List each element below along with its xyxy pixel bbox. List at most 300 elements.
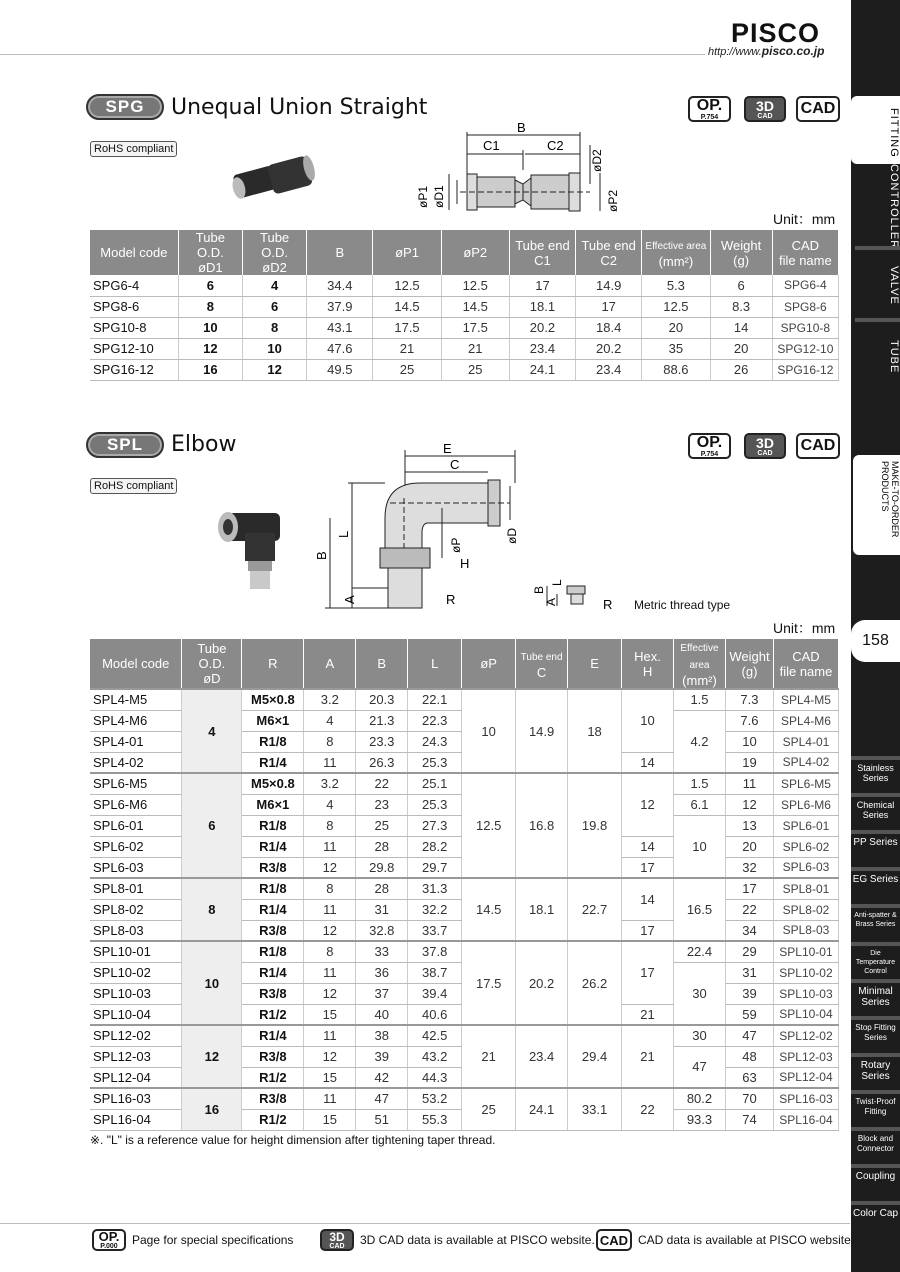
table-cell: 12 [304, 857, 356, 878]
table-cell: SPG6-4 [90, 275, 178, 296]
table-cell: 25 [356, 815, 408, 836]
spg-dim-d2: øD2 [590, 149, 604, 172]
table-cell: 33 [356, 941, 408, 962]
table-cell: 8 [304, 815, 356, 836]
table-cell: 11 [304, 1088, 356, 1109]
table-cell: SPL12-03 [773, 1046, 838, 1067]
table-cell: 29.4 [568, 1025, 622, 1088]
table-cell: 12.5 [642, 296, 710, 317]
series-chemical[interactable]: Chemical Series [851, 793, 900, 820]
table-cell: SPL10-02 [90, 962, 182, 983]
table-cell: SPL6-M5 [90, 773, 182, 794]
table-cell: SPL4-01 [773, 731, 838, 752]
tab-tube[interactable]: TUBE [855, 318, 900, 386]
table-cell: 6 [178, 275, 242, 296]
spg-cad-icon[interactable]: CAD [796, 96, 840, 122]
table-row [90, 941, 839, 962]
table-cell: 6.1 [674, 794, 726, 815]
spl-dim-p: øP [449, 537, 463, 553]
table-cell: 20.3 [356, 689, 408, 710]
table-cell: 36 [356, 962, 408, 983]
spl-op-icon[interactable]: OP. P.754 [688, 433, 731, 459]
table-cell: 21 [462, 1025, 516, 1088]
table-cell: SPL8-01 [773, 878, 838, 899]
col-effective-area: Effective area (mm²) [674, 639, 726, 689]
table-cell: SPL6-02 [90, 836, 182, 857]
table-cell: 19 [725, 752, 773, 773]
table-cell: SPL16-04 [773, 1109, 838, 1130]
tab-valve[interactable]: VALVE [855, 246, 900, 314]
spg-3d-cad-icon[interactable]: 3D CAD [744, 96, 786, 122]
table-cell: 34.4 [307, 275, 373, 296]
table-cell: 3.2 [304, 773, 356, 794]
spg-dim-p2: øP2 [606, 189, 620, 212]
table-cell: SPL4-02 [773, 752, 838, 773]
table-cell: 37.9 [307, 296, 373, 317]
table-cell: SPL16-04 [90, 1109, 182, 1130]
table-cell: R1/8 [242, 878, 304, 899]
table-cell: SPL10-04 [90, 1004, 182, 1025]
table-cell: SPL6-02 [773, 836, 838, 857]
table-cell: SPL12-02 [90, 1025, 182, 1046]
table-cell: SPL10-04 [773, 1004, 838, 1025]
table-cell: 11 [304, 899, 356, 920]
table-cell: 24.3 [408, 731, 462, 752]
table-cell: SPG16-12 [772, 359, 838, 380]
table-cell: SPL8-02 [773, 899, 838, 920]
table-cell: SPL6-03 [773, 857, 838, 878]
table-cell: 12 [304, 920, 356, 941]
spl-3d-cad-icon[interactable]: 3D CAD [744, 433, 786, 459]
table-cell: 17 [622, 857, 674, 878]
table-cell: SPL12-04 [90, 1067, 182, 1088]
table-row [90, 359, 839, 380]
spl-metric-dim-a: A [544, 597, 558, 606]
table-cell: 93.3 [674, 1109, 726, 1130]
url-prefix: http://www. [708, 46, 762, 58]
table-cell: 12.5 [373, 275, 441, 296]
table-cell: 18.4 [576, 317, 642, 338]
table-cell: 12 [622, 773, 674, 836]
table-row [90, 878, 839, 899]
table-cell: R1/4 [242, 836, 304, 857]
table-cell: SPL12-02 [773, 1025, 838, 1046]
table-cell: R3/8 [242, 1046, 304, 1067]
table-cell: 10 [182, 941, 242, 1025]
table-cell: SPL12-04 [773, 1067, 838, 1088]
table-cell: 17 [622, 941, 674, 1004]
table-cell: 11 [304, 1025, 356, 1046]
table-cell: 24.1 [516, 1088, 568, 1130]
spg-unit-label: Unit：mm [773, 211, 836, 227]
table-cell: R3/8 [242, 920, 304, 941]
table-cell: 21 [373, 338, 441, 359]
table-cell: 14 [622, 752, 674, 773]
table-cell: R1/2 [242, 1004, 304, 1025]
col-weight: Weight (g) [710, 230, 772, 275]
table-cell: 15 [304, 1067, 356, 1088]
table-cell: 25.1 [408, 773, 462, 794]
table-cell: 31 [725, 962, 773, 983]
table-cell: 20.2 [576, 338, 642, 359]
spl-title: Elbow [171, 432, 237, 457]
url-domain: pisco.co.jp [761, 44, 825, 58]
col-cad-file: CAD file name [772, 230, 838, 275]
table-cell: SPG12-10 [772, 338, 838, 359]
table-cell: 22.3 [408, 710, 462, 731]
table-cell: 47.6 [307, 338, 373, 359]
table-cell: SPL10-03 [90, 983, 182, 1004]
table-cell: 12 [304, 1046, 356, 1067]
table-cell: 7.6 [725, 710, 773, 731]
table-cell: 18.1 [516, 878, 568, 941]
spl-dim-l: L [336, 530, 351, 538]
spl-dim-c: C [450, 457, 460, 472]
table-cell: 43.2 [408, 1046, 462, 1067]
table-cell: SPG10-8 [90, 317, 178, 338]
spl-metric-dim-l: L [550, 579, 564, 586]
table-cell: 37.8 [408, 941, 462, 962]
col-p1: øP1 [373, 230, 441, 275]
series-minimal[interactable]: Minimal Series [851, 979, 900, 1008]
table-cell: 21.3 [356, 710, 408, 731]
table-cell: 37 [356, 983, 408, 1004]
table-cell: 51 [356, 1109, 408, 1130]
spg-title: Unequal Union Straight [171, 95, 428, 120]
series-block-connector[interactable]: Block and Connector [851, 1127, 900, 1154]
series-stop-fitting[interactable]: Stop Fitting Series [851, 1016, 900, 1043]
spl-rohs-badge: RoHS compliant [90, 478, 177, 494]
series-rotary[interactable]: Rotary Series [851, 1053, 900, 1082]
spl-cad-icon[interactable]: CAD [796, 433, 840, 459]
spg-op-icon[interactable]: OP. P.754 [688, 96, 731, 122]
spl-spec-table [90, 639, 839, 1131]
table-cell: 49.5 [307, 359, 373, 380]
table-cell: 22.7 [568, 878, 622, 941]
table-cell: 33.7 [408, 920, 462, 941]
col-tube-end-c2: Tube end C2 [576, 230, 642, 275]
series-eg[interactable]: EG Series [851, 867, 900, 885]
table-cell: 31 [356, 899, 408, 920]
table-cell: 6 [710, 275, 772, 296]
table-cell: R1/8 [242, 815, 304, 836]
col-l: L [408, 639, 462, 689]
footer-op-legend [92, 1229, 293, 1251]
table-cell: 74 [725, 1109, 773, 1130]
table-cell: 14 [622, 878, 674, 920]
table-cell: 10 [462, 689, 516, 773]
spg-dim-c2: C2 [547, 138, 564, 153]
spg-dim-p1: øP1 [416, 185, 430, 208]
table-cell: 47 [725, 1025, 773, 1046]
table-cell: 6 [182, 773, 242, 878]
table-cell: 23.3 [356, 731, 408, 752]
table-cell: 4 [242, 275, 306, 296]
table-cell: 17 [725, 878, 773, 899]
table-cell: 28.2 [408, 836, 462, 857]
table-cell: 8 [178, 296, 242, 317]
table-cell: SPL4-M6 [773, 710, 838, 731]
spl-metric-thread-diagram [525, 572, 625, 612]
table-cell: SPL8-02 [90, 899, 182, 920]
series-anti-spatter[interactable]: Anti-spatter & Brass Series [851, 904, 900, 929]
table-cell: SPG12-10 [90, 338, 178, 359]
table-cell: 35 [642, 338, 710, 359]
spl-dimension-diagram [310, 438, 530, 610]
table-cell: 27.3 [408, 815, 462, 836]
table-cell: 31.3 [408, 878, 462, 899]
table-cell: 12.5 [462, 773, 516, 878]
table-cell: 4 [304, 710, 356, 731]
series-coupling[interactable]: Coupling [851, 1164, 900, 1182]
table-cell: 20 [725, 836, 773, 857]
table-cell: 22.1 [408, 689, 462, 710]
col-tube-od-d2: Tube O.D. øD2 [242, 230, 306, 275]
table-cell: 32 [725, 857, 773, 878]
table-cell: 13 [725, 815, 773, 836]
table-cell: 47 [356, 1088, 408, 1109]
table-cell: 4 [304, 794, 356, 815]
table-cell: 21 [441, 338, 509, 359]
table-cell: 16 [182, 1088, 242, 1130]
table-cell: 22 [622, 1088, 674, 1130]
table-cell: 11 [304, 962, 356, 983]
col-model-code: Model code [90, 230, 178, 275]
col-p: øP [462, 639, 516, 689]
table-row [90, 1025, 839, 1046]
spg-table-header [90, 230, 839, 275]
table-cell: 14.9 [516, 689, 568, 773]
footer-cad-legend [596, 1229, 854, 1251]
col-tube-end-c: Tube end C [516, 639, 568, 689]
table-cell: 55.3 [408, 1109, 462, 1130]
table-cell: 14.5 [462, 878, 516, 941]
col-weight: Weight (g) [725, 639, 773, 689]
table-cell: 43.1 [307, 317, 373, 338]
spg-dim-b: B [517, 120, 526, 135]
table-cell: SPL10-02 [773, 962, 838, 983]
spg-dim-c1: C1 [483, 138, 500, 153]
table-cell: 12 [304, 983, 356, 1004]
table-cell: 14.5 [441, 296, 509, 317]
series-stainless[interactable]: Stainless Series [851, 756, 900, 783]
table-cell: SPL6-M6 [773, 794, 838, 815]
table-cell: 42 [356, 1067, 408, 1088]
col-b: B [356, 639, 408, 689]
table-cell: R1/4 [242, 962, 304, 983]
table-cell: 12 [242, 359, 306, 380]
table-row [90, 275, 839, 296]
table-cell: 33.1 [568, 1088, 622, 1130]
spl-badge: SPL [86, 432, 164, 458]
table-cell: 28 [356, 878, 408, 899]
table-cell: 38 [356, 1025, 408, 1046]
table-cell: 11 [725, 773, 773, 794]
table-cell: 88.6 [642, 359, 710, 380]
spg-dimension-diagram [405, 120, 625, 220]
table-cell: SPG8-6 [90, 296, 178, 317]
header-divider [0, 54, 705, 55]
spl-metric-thread-note: Metric thread type [634, 598, 731, 612]
footer-cad-text: CAD data is available at PISCO website. [638, 1233, 855, 1247]
table-cell: 6 [242, 296, 306, 317]
col-tube-od: Tube O.D. øD [182, 639, 242, 689]
pisco-logo: PISCO [731, 18, 821, 48]
table-cell: 26.2 [568, 941, 622, 1025]
spg-dim-d1: øD1 [432, 185, 446, 208]
col-e: E [568, 639, 622, 689]
table-cell: 30 [674, 1025, 726, 1046]
table-cell: SPL6-01 [773, 815, 838, 836]
table-cell: 19.8 [568, 773, 622, 878]
footer-cad-icon[interactable]: CAD [596, 1229, 632, 1251]
spg-spec-table [90, 230, 839, 381]
footer-3d-text: 3D CAD data is available at PISCO website. [360, 1233, 595, 1247]
table-cell: R1/8 [242, 941, 304, 962]
table-cell: R1/4 [242, 752, 304, 773]
table-cell: 40 [356, 1004, 408, 1025]
table-cell: 8 [304, 878, 356, 899]
table-cell: 17 [576, 296, 642, 317]
table-cell: R1/4 [242, 1025, 304, 1046]
table-cell: 14 [622, 836, 674, 857]
table-cell: 47 [674, 1046, 726, 1088]
table-cell: 14 [710, 317, 772, 338]
col-cad-file: CAD file name [773, 639, 838, 689]
table-cell: 44.3 [408, 1067, 462, 1088]
table-cell: SPL6-01 [90, 815, 182, 836]
table-cell: 8 [304, 941, 356, 962]
table-cell: M5×0.8 [242, 773, 304, 794]
table-cell: R1/2 [242, 1067, 304, 1088]
table-cell: 29 [725, 941, 773, 962]
series-die-temperature[interactable]: Die Temperature Control [851, 942, 900, 976]
spl-dim-r: R [446, 592, 456, 607]
table-row [90, 773, 839, 794]
spl-dim-d: øD [505, 528, 519, 544]
table-cell: 8 [182, 878, 242, 941]
table-cell: 39 [725, 983, 773, 1004]
table-cell: 38.7 [408, 962, 462, 983]
tab-fitting[interactable]: FITTING [851, 96, 900, 164]
table-cell: 18 [568, 689, 622, 773]
table-cell: SPL4-M5 [773, 689, 838, 710]
table-cell: 4 [182, 689, 242, 773]
table-cell: SPL10-01 [773, 941, 838, 962]
col-a: A [304, 639, 356, 689]
table-cell: SPL16-03 [773, 1088, 838, 1109]
table-cell: SPL6-M5 [773, 773, 838, 794]
table-cell: SPL8-03 [90, 920, 182, 941]
website-url[interactable] [708, 44, 824, 58]
tab-make-to-order[interactable]: MAKE-TO-ORDER PRODUCTS [853, 455, 900, 555]
table-cell: 15 [304, 1109, 356, 1130]
table-cell: 63 [725, 1067, 773, 1088]
table-cell: SPG8-6 [772, 296, 838, 317]
footer-3d-legend [320, 1229, 595, 1251]
table-cell: 25 [373, 359, 441, 380]
table-cell: 25.3 [408, 794, 462, 815]
table-cell: 20.2 [509, 317, 575, 338]
table-cell: 20 [710, 338, 772, 359]
table-cell: R3/8 [242, 857, 304, 878]
table-cell: 25 [462, 1088, 516, 1130]
table-cell: 20.2 [516, 941, 568, 1025]
spg-rohs-badge: RoHS compliant [90, 141, 177, 157]
table-cell: 39 [356, 1046, 408, 1067]
table-cell: SPL4-02 [90, 752, 182, 773]
table-cell: 25.3 [408, 752, 462, 773]
col-tube-od-d1: Tube O.D. øD1 [178, 230, 242, 275]
table-cell: 34 [725, 920, 773, 941]
spl-unit-label: Unit：mm [773, 620, 836, 636]
table-cell: R1/4 [242, 899, 304, 920]
table-cell: 12 [178, 338, 242, 359]
table-cell: 17 [622, 920, 674, 941]
table-cell: 11 [304, 836, 356, 857]
table-cell: 12.5 [441, 275, 509, 296]
series-color-cap[interactable]: Color Cap [851, 1201, 900, 1241]
spl-dim-a: A [342, 595, 357, 604]
table-cell: 53.2 [408, 1088, 462, 1109]
table-cell: 22 [725, 899, 773, 920]
table-cell: 28 [356, 836, 408, 857]
series-pp[interactable]: PP Series [851, 830, 900, 848]
table-row [90, 317, 839, 338]
spl-metric-dim-b: B [532, 585, 546, 594]
table-cell: 3.2 [304, 689, 356, 710]
table-cell: 17.5 [462, 941, 516, 1025]
tab-controller[interactable]: CONTROLLER [888, 164, 900, 250]
footer-op-text: Page for special specifications [132, 1233, 294, 1247]
table-cell: 22 [356, 773, 408, 794]
table-cell: 25 [441, 359, 509, 380]
table-cell: 29.7 [408, 857, 462, 878]
table-cell: 7.3 [725, 689, 773, 710]
table-cell: 20 [642, 317, 710, 338]
table-cell: 12 [182, 1025, 242, 1088]
table-cell: 23.4 [509, 338, 575, 359]
page-number: 158 [851, 620, 900, 662]
table-cell: 8 [304, 731, 356, 752]
table-cell: SPL16-03 [90, 1088, 182, 1109]
table-cell: 16.8 [516, 773, 568, 878]
table-cell: 8.3 [710, 296, 772, 317]
footer-divider [0, 1223, 850, 1224]
table-cell: 4.2 [674, 710, 726, 773]
table-cell: 59 [725, 1004, 773, 1025]
category-sidebar [851, 0, 900, 1272]
col-b: B [307, 230, 373, 275]
spl-dim-b: B [314, 551, 329, 560]
table-cell: SPL10-01 [90, 941, 182, 962]
table-cell: 10 [725, 731, 773, 752]
table-cell: SPL8-01 [90, 878, 182, 899]
table-cell: 23 [356, 794, 408, 815]
spl-dim-e: E [443, 441, 452, 456]
spg-product-photo [225, 150, 320, 210]
footer-op-icon[interactable]: OP. P.000 [92, 1229, 126, 1251]
footer-3d-cad-icon[interactable]: 3D CAD [320, 1229, 354, 1251]
table-cell: 70 [725, 1088, 773, 1109]
table-cell: 10 [178, 317, 242, 338]
col-tube-end-c1: Tube end C1 [509, 230, 575, 275]
series-twist-proof[interactable]: Twist-Proof Fitting [851, 1090, 900, 1117]
spl-table-header [90, 639, 839, 689]
table-row [90, 296, 839, 317]
table-cell: 23.4 [576, 359, 642, 380]
col-hex-h: Hex. H [622, 639, 674, 689]
